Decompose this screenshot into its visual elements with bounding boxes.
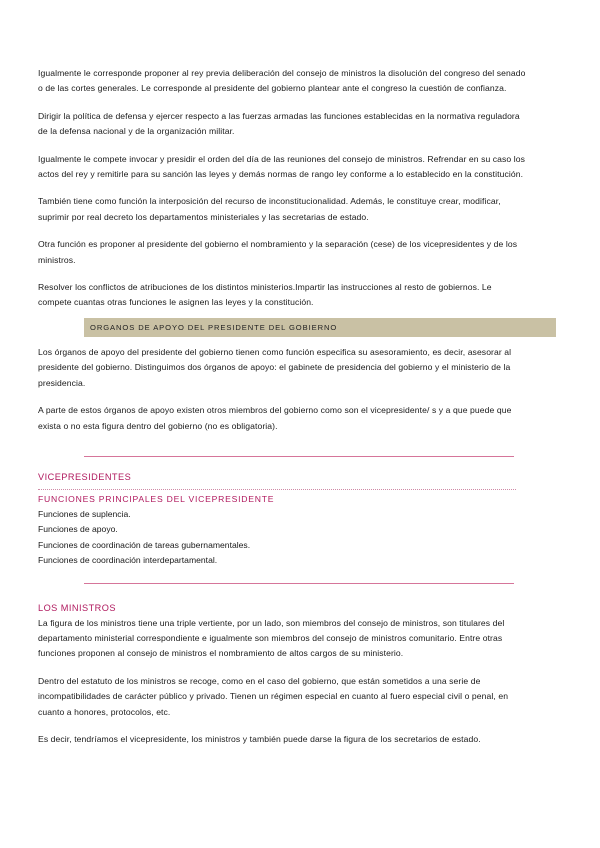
paragraph-consejo: Igualmente le compete invocar y presidir el orden del día de las reuniones del consejo de ministros. Refrendar en su caso los actos del rey y remitirle para su sanción las leyes y demás normas de rango ley conforme a lo establecido en la constitución. bbox=[38, 153, 526, 180]
paragraph-inconstitucionalidad: También tiene como función la interposición del recurso de inconstitucionalidad. Además, le constituye crear, modificar, suprimir por real decreto los departamentos ministeriales y las secretarias de estado. bbox=[38, 196, 501, 222]
paragraph-otros-miembros: A parte de estos órganos de apoyo existen otros miembros del gobierno como son el vicepresidente/ s y a que puede que exista o no esta figura dentro del gobierno (no es obligatoria). bbox=[38, 405, 512, 431]
section-heading-ministros: LOS MINISTROS bbox=[38, 602, 116, 613]
section-heading-vicepresidentes: VICEPRESIDENTES bbox=[38, 471, 132, 482]
paragraph-ministros-vertiente: La figura de los ministros tiene una triple vertiente, por un lado, son miembros del consejo de ministros, son titulares del departamento ministerial correspondiente e igualmente son miembros del consejo de ministros comunitario. Entre otras funciones proponen al consejo de ministros el nombramiento de altos cargos de su ministerio. bbox=[38, 617, 505, 659]
subheading-funciones: FUNCIONES PRINCIPALES DEL VICEPRESIDENTE bbox=[38, 493, 275, 504]
list-item: Funciones de apoyo. bbox=[38, 524, 118, 535]
paragraph-disolucion: Igualmente le corresponde proponer al rey previa deliberación del consejo de ministros la disolución del congreso del senado o de las cortes generales. Le corresponde al presidente del gobierno plantear ante el congreso la cuestión de confianza. bbox=[38, 68, 526, 94]
section-heading-organos: ORGANOS DE APOYO DEL PRESIDENTE DEL GOBIERNO bbox=[84, 318, 556, 337]
paragraph-ministros-estatuto: Dentro del estatuto de los ministros se recoge, como en el caso del gobierno, que están sometidos a una serie de incompatibilidades de carácter público y privado. Tienen un régimen especial en cuanto al fuero especial civil o penal, en cuanto a honores, protocolos, etc. bbox=[38, 675, 509, 717]
list-item: Funciones de suplencia. bbox=[38, 508, 131, 519]
list-item: Funciones de coordinación de tareas gubernamentales. bbox=[38, 539, 251, 550]
paragraph-ministros-resumen: Es decir, tendríamos el vicepresidente, los ministros y también puede darse la figura de los secretarios de estado. bbox=[38, 733, 481, 744]
paragraph-defensa: Dirigir la política de defensa y ejercer respecto a las fuerzas armadas las funciones establecidas en la normativa reguladora de la defensa nacional y de la organización militar. bbox=[38, 110, 520, 137]
list-item: Funciones de coordinación interdepartamental. bbox=[38, 555, 218, 566]
document-page bbox=[38, 66, 526, 747]
paragraph-organos-apoyo: Los órganos de apoyo del presidente del gobierno tienen como función especifica su asesoramiento, es decir, asesorar al presidente del gobierno. Distinguimos dos órganos de apoyo: el gabinete de presidencia del gobierno y el ministerio de la presidencia. bbox=[38, 346, 512, 388]
paragraph-nombramiento: Otra función es proponer al presidente del gobierno el nombramiento y la separación (cese) de los vicepresidentes y de los ministros. bbox=[38, 239, 518, 265]
funciones-list bbox=[38, 507, 526, 569]
paragraph-conflictos: Resolver los conflictos de atribuciones de los distintos ministerios.Impartir las instrucciones al resto de gobiernos. Le compete cuantas otras funciones le asignen las leyes y la constitución. bbox=[38, 282, 492, 308]
